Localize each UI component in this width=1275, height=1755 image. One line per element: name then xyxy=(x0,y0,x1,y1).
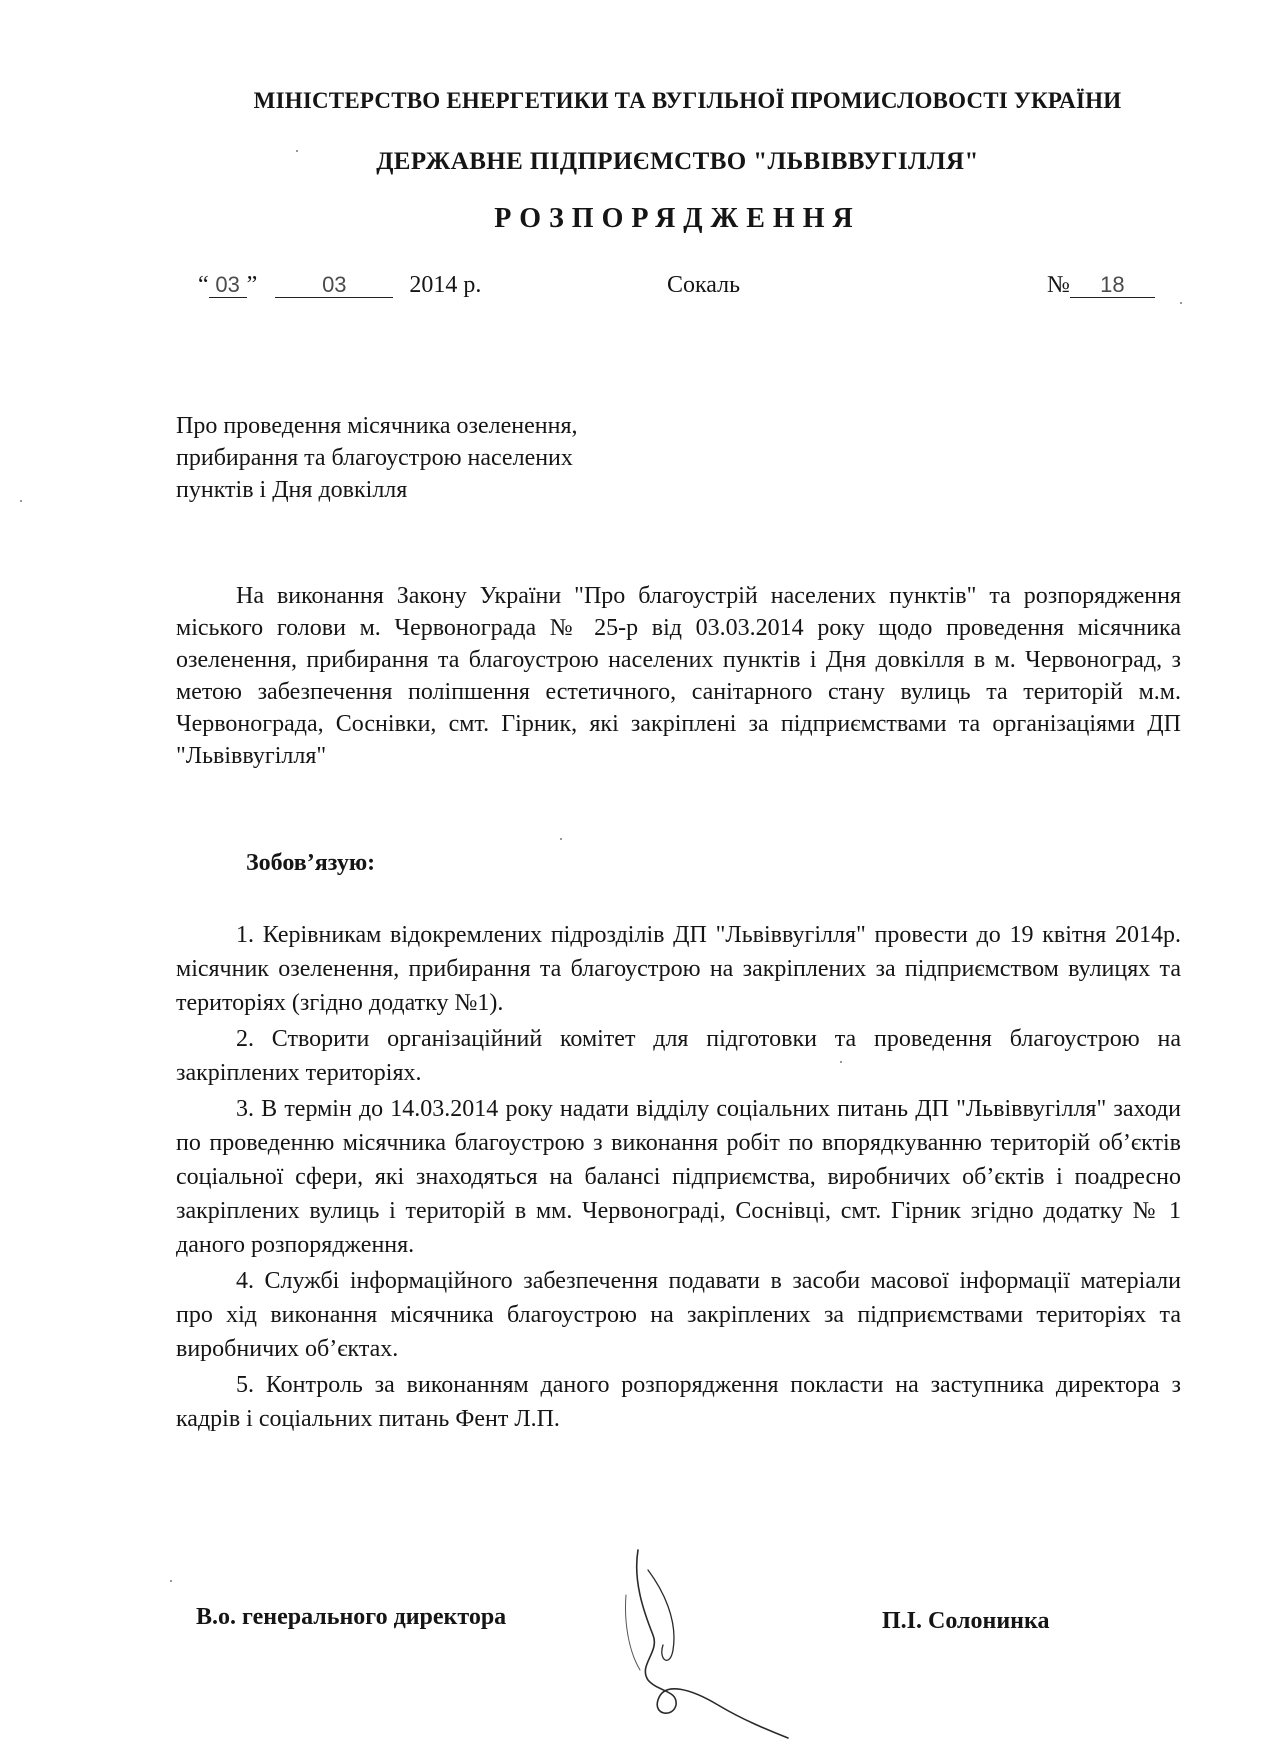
date-close-quote: ” xyxy=(246,272,258,298)
signatory-title: В.о. генерального директора xyxy=(196,1604,507,1630)
order-item-3: 3. В термін до 14.03.2014 року надати відділу соціальних питань ДП "Львіввугілля" заходи по проведенню місячника благоустрою з виконання робіт по впорядкуванню територій об’єктів соціальної сфери, які знаходяться на балансі підприємства, виробничих об’єктів і поадресно закріплених вулиць і територій в мм. Червонограді, Соснівці, смт. Гірник згідно додатку № 1 даного розпорядження. xyxy=(176,1096,1181,1258)
order-item-5: 5. Контроль за виконанням даного розпорядження покласти на заступника директора з кадрів і соціальних питань Фент Л.П. xyxy=(176,1372,1181,1432)
order-item-4: 4. Службі інформаційного забезпечення подавати в засоби масової інформації матеріали про хід виконання місячника благоустрою на закріплених за підприємствами територіях та виробничих об’єктах. xyxy=(176,1268,1181,1362)
order-subject xyxy=(176,410,578,506)
order-item-1: 1. Керівникам відокремлених підрозділів ДП "Львіввугілля" провести до 19 квітня 2014р. місячник озеленення, прибирання та благоустрою на закріплених за підприємством вулицях та територіях (згідно додатку №1). xyxy=(176,922,1181,1016)
number-label: № xyxy=(1047,272,1070,298)
scan-speck xyxy=(20,500,22,502)
handwritten-signature xyxy=(618,1540,798,1740)
ministry-heading: МІНІСТЕРСТВО ЕНЕРГЕТИКИ ТА ВУГІЛЬНОЇ ПРОМИСЛОВОСТІ УКРАЇНИ xyxy=(253,88,1122,113)
date-month: 03 xyxy=(275,273,393,298)
order-items xyxy=(176,918,1181,1438)
subject-line: пунктів і Дня довкілля xyxy=(176,477,408,503)
scan-speck xyxy=(296,150,298,152)
scan-speck xyxy=(170,1580,172,1582)
resolve-heading: Зобов’язую: xyxy=(246,850,376,876)
signatory-name: П.І. Солонинка xyxy=(882,1608,1050,1634)
date-year: 2014 р. xyxy=(409,272,482,298)
preamble-paragraph: На виконання Закону України "Про благоустрій населених пунктів" та розпорядження міського голови м. Червонограда № 25-р від 03.03.2014 року щодо проведення місячника озеленення, прибирання та благоустрою населених пунктів і Дня довкілля в м. Червоноград, з метою забезпечення поліпшення естетичного, санітарного стану вулиць та територій м.м. Червонограда, Соснівки, смт. Гірник, які закріплені за підприємствами та організаціями ДП "Львіввугілля" xyxy=(176,583,1181,769)
scan-speck xyxy=(1180,302,1182,304)
number-value: 18 xyxy=(1070,273,1155,298)
order-date xyxy=(198,272,481,299)
order-city: Сокаль xyxy=(667,272,741,298)
order-number xyxy=(1047,272,1155,299)
scan-speck xyxy=(840,1061,842,1063)
date-day: 03 xyxy=(209,273,247,298)
order-item-2: 2. Створити організаційний комітет для підготовки та проведення благоустрою на закріплених територіях. xyxy=(176,1026,1181,1086)
subject-line: прибирання та благоустрою населених xyxy=(176,445,573,471)
date-open-quote: “ xyxy=(198,272,209,298)
enterprise-heading: ДЕРЖАВНЕ ПІДПРИЄМСТВО "ЛЬВІВВУГІЛЛЯ" xyxy=(376,148,979,175)
scan-speck xyxy=(560,838,562,840)
document-type-title: РОЗПОРЯДЖЕННЯ xyxy=(494,203,861,234)
subject-line: Про проведення місячника озеленення, xyxy=(176,413,578,439)
